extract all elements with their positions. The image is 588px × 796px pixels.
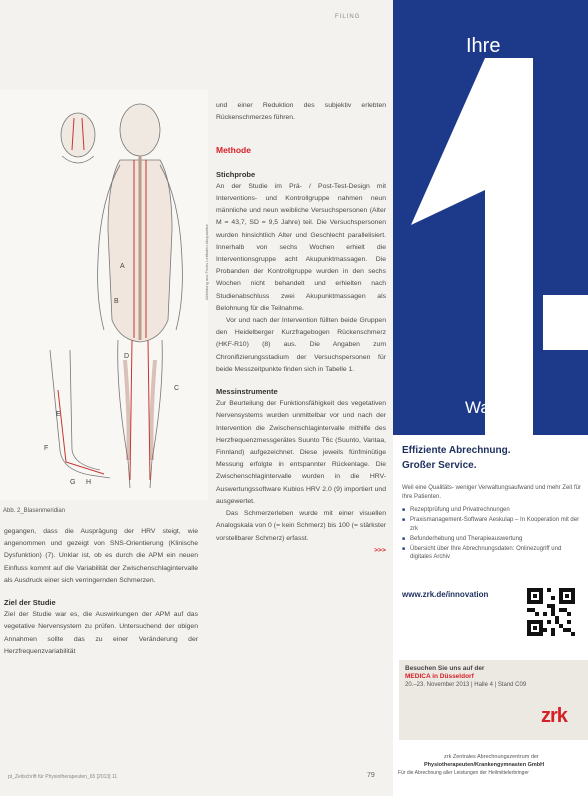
trade-fair-name: MEDICA in Düsseldorf: [405, 673, 474, 680]
left-paragraph-1: gegangen, dass die Ausprägung der HRV steigt, wie angenommen und gezeigt von SNS-Orientierung (Klinische Dysfunktion) (7). Unklar ist, ob es durch die APM ein neuen Einfluss kommt auf die Variabilität der Zwischenschlagintervalle als Ausdruck einer sich verringernden Schmerzen.: [4, 528, 198, 584]
sub-heading-sample: Stichprobe: [216, 169, 256, 179]
ad-feature-item: ■ Praxismanagement-Software Aeskulap – In Kooperation mit der zrk: [402, 516, 582, 533]
ad-headline-2: Großer Service.: [402, 460, 477, 471]
big-number-graphic: [393, 0, 588, 435]
figure-label-f: F: [44, 445, 49, 452]
figure-label-b: B: [114, 298, 119, 305]
ad-bottom-word: Wahl: [465, 398, 504, 417]
ad-blue-panel: [393, 0, 588, 435]
ad-company-line-3: Für die Abrechnung aller Leistungen der Heilmittelerbringer: [398, 770, 529, 776]
mid-paragraph-1: An der Studie im Prä- / Post-Test-Design mit Interventions- und Kontrollgruppe nahmen neun männliche und neun weibliche Versuchspersonen (Alter M = 43,7, SD = 9,5 Jahre) teil. Die Versuchspersonen wurden hinsichtlich Alter und Geschlecht parallelisiert. Innerhalb von sechs Wochen erhielt die Interventionsgruppe acht Akupunktmassagen. Die Probanden der Kontrollgruppe wurden in den sechs Wochen nicht behandelt und erhielten nach Studienabschluss zwei Akupunktmassagen als Belohnung für die Teilnahme.: [216, 182, 386, 312]
figure-label-g: G: [70, 479, 76, 486]
trade-fair-date: 20.–23. November 2013 | Halle 4 | Stand C09: [405, 682, 527, 688]
section-heading-method: Methode: [216, 145, 251, 156]
qr-code[interactable]: [527, 588, 575, 636]
figure-caption: Abb. 2_Blasenmeridian: [3, 508, 66, 514]
ad-headline: [402, 443, 511, 473]
figure-label-a: A: [120, 263, 125, 270]
left-column-text: [4, 526, 198, 658]
trade-fair-title: Besuchen Sie uns auf der: [405, 665, 485, 672]
left-heading-aim: Ziel der Studie: [4, 598, 56, 608]
mid-paragraph-2: Vor und nach der Intervention füllten beide Gruppen den Heidelberger Kurzfragebogen Rückenschmerz (HKF-R10) (8) aus. Die Angaben zum Chronifizierungsstadium der Versuchspersonen für beide Messzeitpunkte finden sich in Tabelle 1.: [216, 317, 386, 373]
ad-url-link[interactable]: www.zrk.de/innovation: [402, 590, 489, 599]
ad-top-word: Ihre: [466, 35, 501, 57]
mid-paragraph-4: Das Schmerzerleben wurde mit einer visuellen Analogskala von 0 (= kein Schmerz) bis 100 (= stärkster vorstellbarer Schmerz) erfasst.: [216, 510, 386, 542]
middle-column-text: [216, 100, 386, 557]
ad-feature-list: [402, 506, 582, 563]
journal-footer: pt_Zeitschrift für Physiotherapeuten_65 [2013] 11: [8, 774, 118, 780]
zrk-logo: zrk: [541, 705, 567, 727]
ad-feature-item: ■ Befunderhebung und Therapieauswertung: [402, 535, 582, 544]
running-header: FILING: [335, 14, 361, 20]
ad-intro: Weil eine Qualitäts- weniger Verwaltungsaufwand und mehr Zeit für Ihre Patienten.: [402, 485, 581, 500]
mid-paragraph-3: Zur Beurteilung der Funktionsfähigkeit des vegetativen Nervensystems wurden unmittelbar vor und nach der Intervention die Zwischenschlagintervalle mithilfe des Herzfrequenzmessgerätes Suunto T6c (Suunto, Vantaa, Finnland) aufgezeichnet. Diese jeweils fünfminütige Messung erfolgte in entspannter Rückenlage. Die Zwischenschlagintervalle wurden in die HRV-Auswertungssoftware Kubios HRV 2.0 (9) importiert und ausgewertet.: [216, 400, 386, 505]
bladder-meridian-illustration: [0, 90, 208, 500]
figure-label-e: E: [56, 411, 61, 418]
continue-arrows: >>>: [374, 546, 386, 554]
ad-feature-item: ■ Übersicht über Ihre Abrechnungsdaten: Onlinezugriff und digitales Archiv: [402, 545, 582, 562]
figure-credit: Abbildung aus Focks Leitfaden Akupunktur: [204, 224, 209, 300]
qr-code-icon: [527, 588, 575, 636]
mid-intro: und einer Reduktion des subjektiv erlebten Rückenschmerzes führen.: [216, 102, 386, 122]
big-one-shape: [411, 58, 533, 435]
ad-company-line-2: Physiotherapeuten/Krankengymnasten GmbH: [424, 762, 545, 768]
figure-label-h: H: [86, 479, 92, 486]
sub-heading-instruments: Messinstrumente: [216, 387, 278, 397]
figure-label-c: C: [174, 385, 180, 392]
figure-label-d: D: [124, 353, 130, 360]
ad-feature-item: ■ Rezeptprüfung und Privatrechnungen: [402, 506, 582, 515]
left-paragraph-2: Ziel der Studie war es, die Auswirkungen der APM auf das vegetative Nervensystem zu prüfen. Untersuchend der obigen Annahmen sollte das zu einer Veränderung der Herzfrequenzvariabilität: [4, 611, 198, 655]
page-number: 79: [367, 772, 375, 779]
bladder-meridian-figure: [0, 90, 208, 500]
ad-company-line-1: zrk Zentrales Abrechnungszentrum der: [444, 754, 539, 760]
ad-headline-1: Effiziente Abrechnung.: [402, 445, 511, 456]
big-dot-shape: [543, 295, 588, 350]
